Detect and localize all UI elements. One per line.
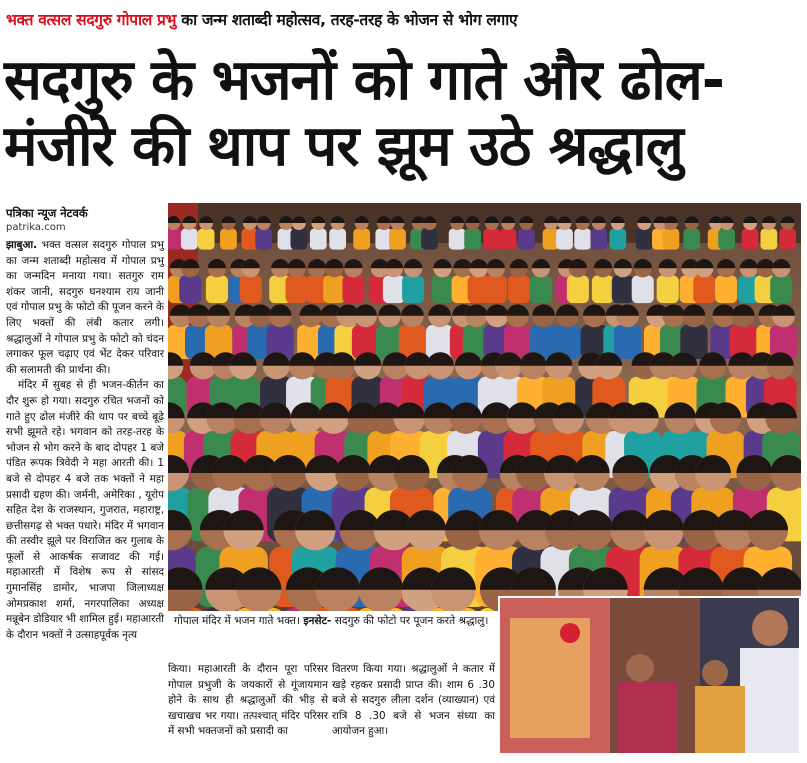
crowd-person-body: [518, 229, 535, 250]
crowd-person-body: [206, 276, 228, 304]
crowd-person-body: [614, 325, 641, 359]
article-column-3: वितरण किया गया। श्रद्धालुओं ने कतार में खड़े रहकर प्रसादी प्राप्त की। शाम 6 .30 बजे से सदगुरु लीला दर्शन (व्याख्यान) एवं रात्रि 8 .30 बजे से भजन संध्या का आयोजन हुआ।: [332, 663, 495, 738]
crowd-person-body: [556, 229, 573, 250]
crowd-person-body: [632, 276, 654, 304]
site-link[interactable]: patrika.com: [6, 222, 66, 233]
crowd-person-body: [483, 229, 500, 250]
crowd-person-body: [181, 229, 198, 250]
crowd-person-body: [329, 229, 346, 250]
crowd-person-body: [255, 229, 272, 250]
crowd-person-body: [421, 229, 438, 250]
crowd-person-body: [609, 229, 626, 250]
crowd-person-body: [168, 229, 182, 250]
headline-line-2: मंजीरे की थाप पर झूम उठे श्रद्धालु: [4, 114, 683, 179]
crowd-person-body: [431, 276, 453, 304]
crowd-person-body: [693, 276, 715, 304]
crowd-person-body: [779, 229, 796, 250]
article-paragraph-1: [6, 238, 164, 378]
crowd-person-body: [770, 276, 792, 304]
crowd-person-body: [636, 229, 653, 250]
crowd-person-body: [342, 276, 364, 304]
byline: पत्रिका न्यूज नेटवर्क: [6, 206, 88, 220]
crowd-person-body: [353, 229, 370, 250]
dateline: झाबुआ.: [6, 239, 38, 251]
crowd-person-body: [574, 229, 591, 250]
crowd-person-body: [240, 276, 262, 304]
crowd-person-body: [530, 276, 552, 304]
caption-main-text: गोपाल मंदिर में भजन गाते भक्त।: [174, 615, 304, 627]
caption-inset-label: इनसेट-: [303, 615, 332, 627]
crowd-person-body: [508, 276, 530, 304]
kicker-text: का जन्म शताब्दी महोत्सव, तरह-तरह के भोजन से भोग लगाए: [176, 11, 518, 29]
crowd-person-body: [449, 229, 466, 250]
crowd-person-body: [198, 229, 215, 250]
crowd-person-body: [742, 229, 759, 250]
crowd-person-body: [657, 276, 679, 304]
crowd-person-body: [592, 276, 614, 304]
crowd-person-body: [286, 276, 308, 304]
crowd-person-body: [389, 229, 406, 250]
crowd-person-body: [760, 229, 777, 250]
main-photo-caption: [168, 611, 497, 657]
caption-inset-text: सदगुरु की फोटो पर पूजन करते श्रद्धालु।: [331, 615, 489, 627]
crowd-person-body: [590, 229, 607, 250]
crowd-photo-illustration: [168, 203, 801, 611]
crowd-person-body: [485, 276, 507, 304]
crowd-person-body: [220, 229, 237, 250]
crowd-person-body: [179, 276, 201, 304]
headline-line-1: सदगुरु के भजनों को गाते और ढोल-: [4, 48, 724, 113]
crowd-person-body: [663, 229, 680, 250]
crowd-person-body: [310, 229, 327, 250]
article-column-1: [6, 238, 164, 643]
paragraph-1-text: भक्त वत्सल सदगुरु गोपाल प्रभु का जन्म शताब्दी महोत्सव में गोपाल प्रभु का जन्मदिन मनाया गया। सतगुरु राम शंकर जानी, सदगुरु घनश्याम राय जानी एवं गोपाल प्रभु के फोटो की पूजन करने के लिए भक्तों की लंबी कतार लगी। श्रद्धालुओं ने गोपाल प्रभु के फोटो को चंदन लगाकर फूल चढ़ाए एवं भेंट देकर परिवार की सलामती की प्रार्थना की।: [6, 239, 164, 376]
crowd-person-body: [612, 276, 634, 304]
crowd-person-body: [715, 276, 737, 304]
inset-photo: [498, 596, 801, 755]
main-photo: [168, 203, 801, 611]
article-column-2: किया। महाआरती के दौरान पूरा परिसर गोपाल प्रभुजी के जयकारों से गूंजायमान होने के साथ ही श्रद्धालुओं की भीड़ से खचाखच भर गया। तत्पश्चात् मंदिर परिसर में सभी भक्तजनों को प्रसादी का: [168, 663, 328, 738]
article-paragraph-2: मंदिर में सुबह से ही भजन-कीर्तन का दौर शुरू हो गया। सदगुरु रचित भजनों को गाते हुए ढोल मंजीरे की थाप पर बच्चे बूढ़े सभी झूमते रहे। भगवान को तरह-तरह के भोजन से भोग करने के बाद दोपहर 1 बजे पंडित रूपक त्रिवेदी ने महा आरती की। 1 बजे से दोपहर 4 बजे तक भक्तों ने महा प्रसादी ग्रहण की। जर्मनी, अमेरिका , यूरोप सहित देश के राजस्थान, गुजरात, महाराष्ट्र, छत्तीसगढ़ से भक्त पधारे। मंदिर में भगवान की तस्वीर झूले पर विराजित कर गुलाब के फूलों से आकर्षक सजावट की गई। महाआरती में विशेष रूप से सांसद गुमानसिंह डामोर, भाजपा जिलाध्यक्ष ओमप्रकाश शर्मा, नगरपालिका अध्यक्ष मन्नूबेन डोडियार भी शामिल हुई। महाआरती के दौरान भक्तों ने उत्साहपूर्वक नृत्य: [6, 379, 164, 641]
kicker-highlight: भक्त वत्सल सदगुरु गोपाल प्रभु: [6, 11, 177, 29]
crowd-person-body: [567, 276, 589, 304]
crowd-person-body: [464, 229, 481, 250]
crowd-person-body: [290, 229, 307, 250]
kicker-line: [6, 8, 802, 30]
inset-photo-illustration: [500, 598, 799, 753]
crowd-person-body: [500, 229, 517, 250]
crowd-person-body: [718, 229, 735, 250]
crowd-person-body: [323, 276, 345, 304]
headline: [4, 48, 804, 180]
crowd-person-body: [402, 276, 424, 304]
crowd-person-body: [383, 276, 405, 304]
crowd-person-body: [683, 229, 700, 250]
